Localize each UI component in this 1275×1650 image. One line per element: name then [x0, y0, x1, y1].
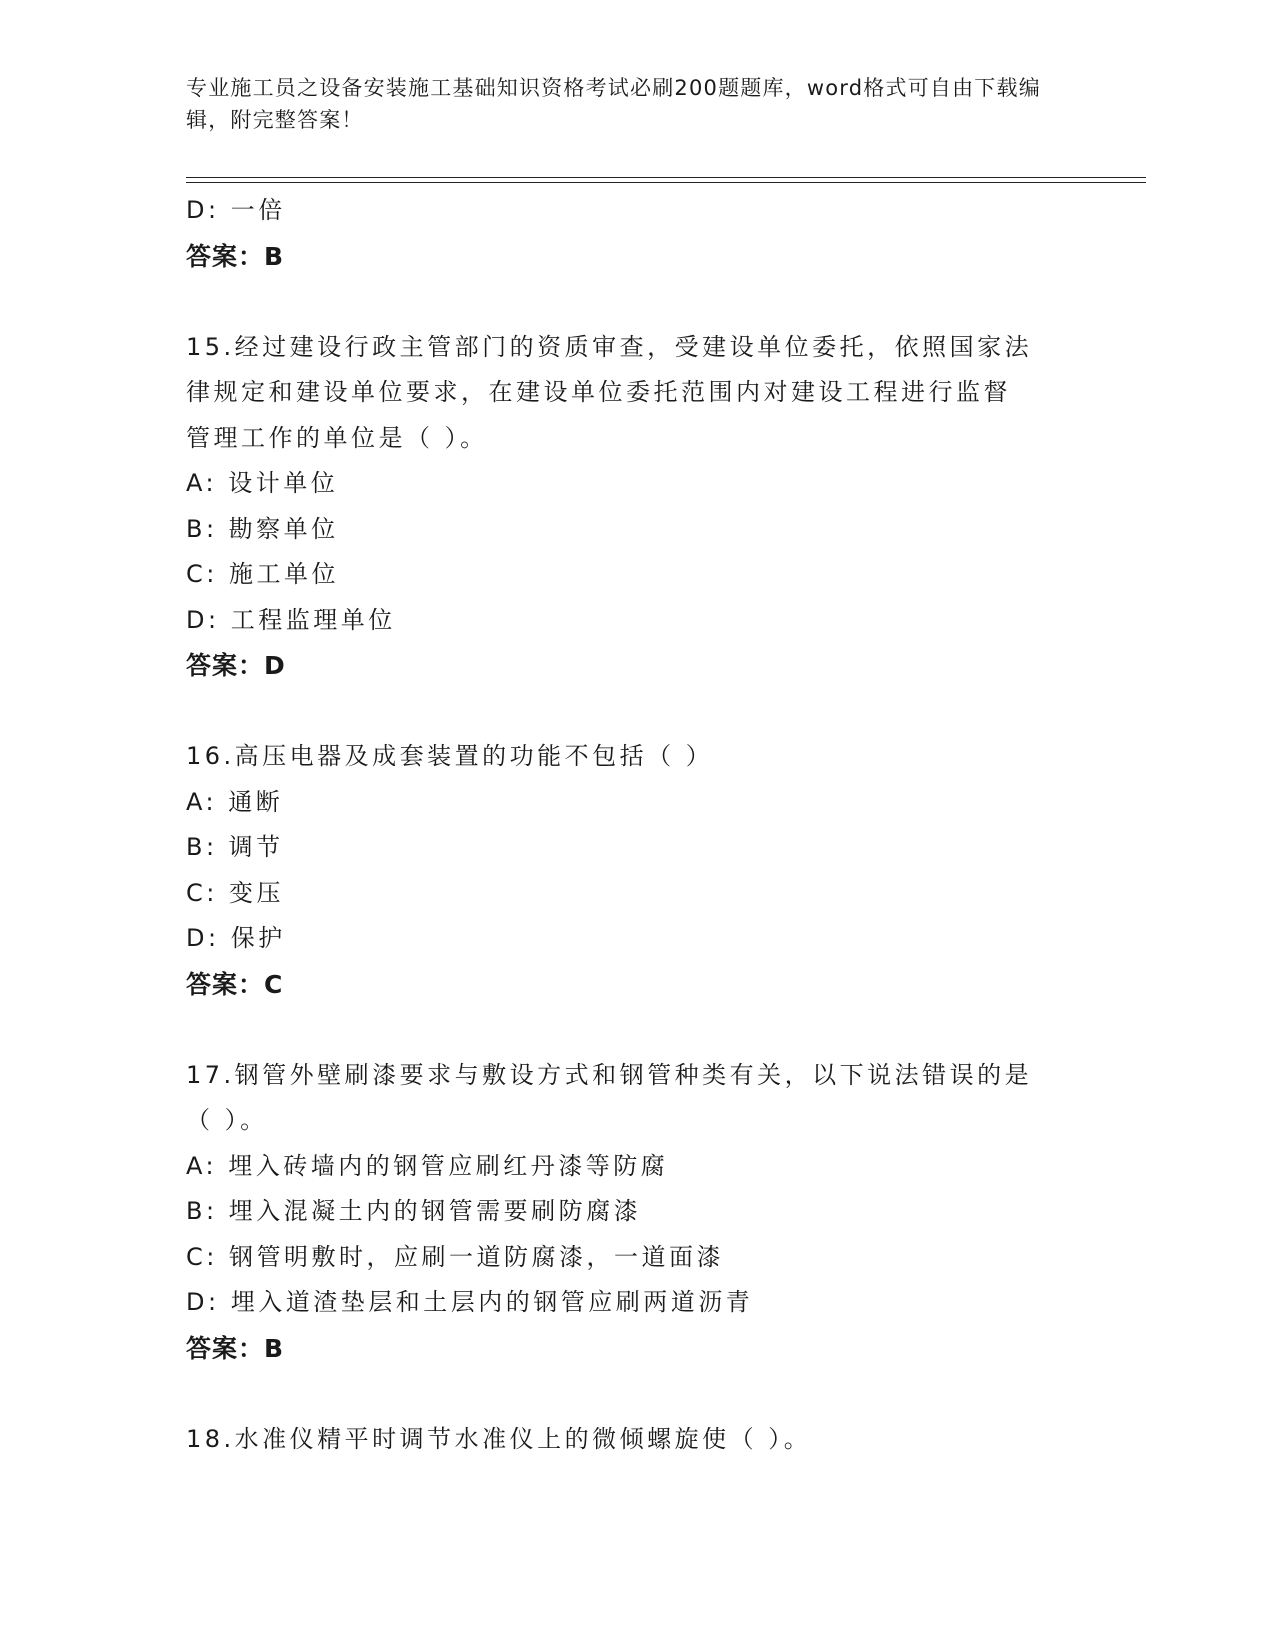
option-d: D: 一倍: [186, 196, 286, 224]
question-17: [186, 1053, 1076, 1372]
question-list: [186, 188, 1076, 1462]
option-c: C: 施工单位: [186, 560, 339, 588]
option-d: D: 埋入道渣垫层和土层内的钢管应刷两道沥青: [186, 1288, 754, 1316]
answer: 答案：D: [186, 651, 286, 680]
header-rule-top: [186, 177, 1146, 178]
option-c: C: 变压: [186, 878, 284, 907]
option-d: D: 工程监理单位: [186, 605, 396, 634]
document-header: 专业施工员之设备安装施工基础知识资格考试必刷200题题库，word格式可自由下载编辑，附完整答案！: [186, 76, 1041, 132]
option-d: D: 保护: [186, 924, 286, 952]
question-text-line: 16.高压电器及成套装置的功能不包括（ ）: [186, 742, 714, 770]
option-a: A: 设计单位: [186, 469, 339, 497]
option-a: A: 埋入砖墙内的钢管应刷红丹漆等防腐: [186, 1151, 669, 1180]
question-text-line: 17.钢管外壁刷漆要求与敷设方式和钢管种类有关，以下说法错误的是: [186, 1060, 1033, 1089]
question-text-line: （ ）。: [186, 1106, 268, 1134]
question-text-line: 管理工作的单位是（ ）。: [186, 423, 488, 452]
option-b: B: 勘察单位: [186, 514, 339, 543]
question-text-line: 18.水准仪精平时调节水准仪上的微倾螺旋使（ ）。: [186, 1424, 812, 1453]
option-a: A: 通断: [186, 787, 284, 816]
question-16: [186, 734, 1076, 1007]
answer: 答案：B: [186, 241, 285, 271]
answer: 答案：C: [186, 969, 284, 999]
answer: 答案：B: [186, 1333, 285, 1363]
option-b: B: 调节: [186, 833, 284, 861]
question-15: [186, 325, 1076, 689]
header-rule-bottom: [186, 182, 1146, 183]
question-text-line: 15.经过建设行政主管部门的资质审查，受建设单位委托，依照国家法: [186, 332, 1033, 361]
option-b: B: 埋入混凝土内的钢管需要刷防腐漆: [186, 1197, 642, 1225]
question-text-line: 律规定和建设单位要求，在建设单位委托范围内对建设工程进行监督: [186, 378, 1011, 406]
question-18: [186, 1417, 1076, 1463]
option-c: C: 钢管明敷时，应刷一道防腐漆，一道面漆: [186, 1242, 724, 1271]
